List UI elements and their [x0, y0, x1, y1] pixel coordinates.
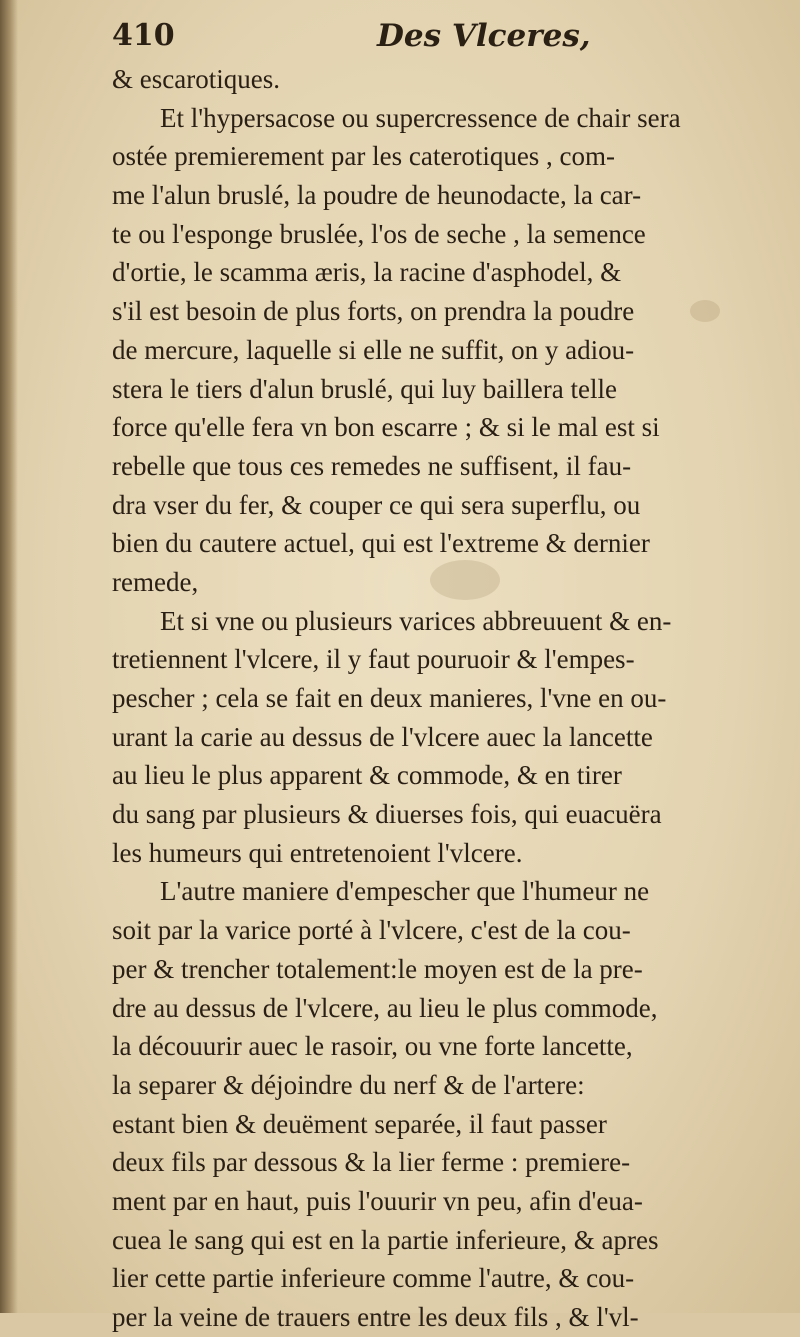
text-line: Et l'hypersacose ou supercressence de chair sera: [160, 102, 681, 133]
text-line: me l'alun bruslé, la poudre de heunodacte, la car-: [112, 180, 642, 211]
text-line: cuea le sang qui est en la partie inferieure, & apres: [112, 1224, 659, 1255]
text-line: te ou l'esponge bruslée, l'os de seche , la semence: [112, 218, 646, 249]
text-line: s'il est besoin de plus forts, on prendra la poudre: [112, 296, 635, 327]
text-line: dra vser du fer, & couper ce qui sera superflu, ou: [112, 489, 641, 520]
text-line: remede,: [112, 566, 199, 597]
text-line: du sang par plusieurs & diuerses fois, qui euacuëra: [112, 799, 662, 830]
text-line: force qu'elle fera vn bon escarre ; & si le mal est si: [112, 412, 660, 443]
text-line: per & trencher totalement:le moyen est de la pre-: [112, 953, 643, 984]
text-line: la separer & déjoindre du nerf & de l'artere:: [112, 1069, 585, 1100]
text-line: ostée premierement par les caterotiques , com-: [112, 141, 616, 172]
text-line: per la veine de trauers entre les deux fils , & l'vl-: [112, 1302, 639, 1332]
text-line: & escarotiques.: [112, 64, 280, 94]
body-text: [112, 60, 772, 1337]
text-line: soit par la varice porté à l'vlcere, c'est de la cou-: [112, 915, 631, 946]
page-gutter-shadow: [0, 0, 18, 1313]
page-number: 410: [112, 18, 175, 53]
text-line: stera le tiers d'alun bruslé, qui luy baillera telle: [112, 373, 617, 404]
text-line: urant la carie au dessus de l'vlcere auec la lancette: [112, 721, 653, 752]
text-line: ment par en haut, puis l'ouurir vn peu, afin d'eua-: [112, 1185, 643, 1216]
text-line: rebelle que tous ces remedes ne suffisent, il fau-: [112, 450, 632, 481]
text-line: deux fils par dessous & la lier ferme : premiere-: [112, 1147, 631, 1178]
text-line: de mercure, laquelle si elle ne suffit, on y adiou-: [112, 334, 635, 365]
text-line: la découurir auec le rasoir, ou vne forte lancette,: [112, 1031, 633, 1062]
text-line: bien du cautere actuel, qui est l'extreme & dernier: [112, 528, 650, 559]
text-line: au lieu le plus apparent & commode, & en tirer: [112, 760, 622, 791]
text-line: Et si vne ou plusieurs varices abbreuuent & en-: [160, 605, 672, 636]
text-line: L'autre maniere d'empescher que l'humeur ne: [160, 876, 650, 907]
running-title: Des Vlceres,: [377, 18, 591, 54]
text-line: d'ortie, le scamma æris, la racine d'asphodel, &: [112, 257, 622, 288]
text-line: dre au dessus de l'vlcere, au lieu le plus commode,: [112, 992, 658, 1023]
text-line: estant bien & deuëment separée, il faut passer: [112, 1108, 607, 1139]
text-line: pescher ; cela se fait en deux manieres, l'vne en ou-: [112, 683, 667, 713]
text-line: les humeurs qui entretenoient l'vlcere.: [112, 837, 523, 868]
text-line: lier cette partie inferieure comme l'autre, & cou-: [112, 1263, 635, 1294]
text-line: tretiennent l'vlcere, il y faut pouruoir & l'empes-: [112, 644, 635, 675]
